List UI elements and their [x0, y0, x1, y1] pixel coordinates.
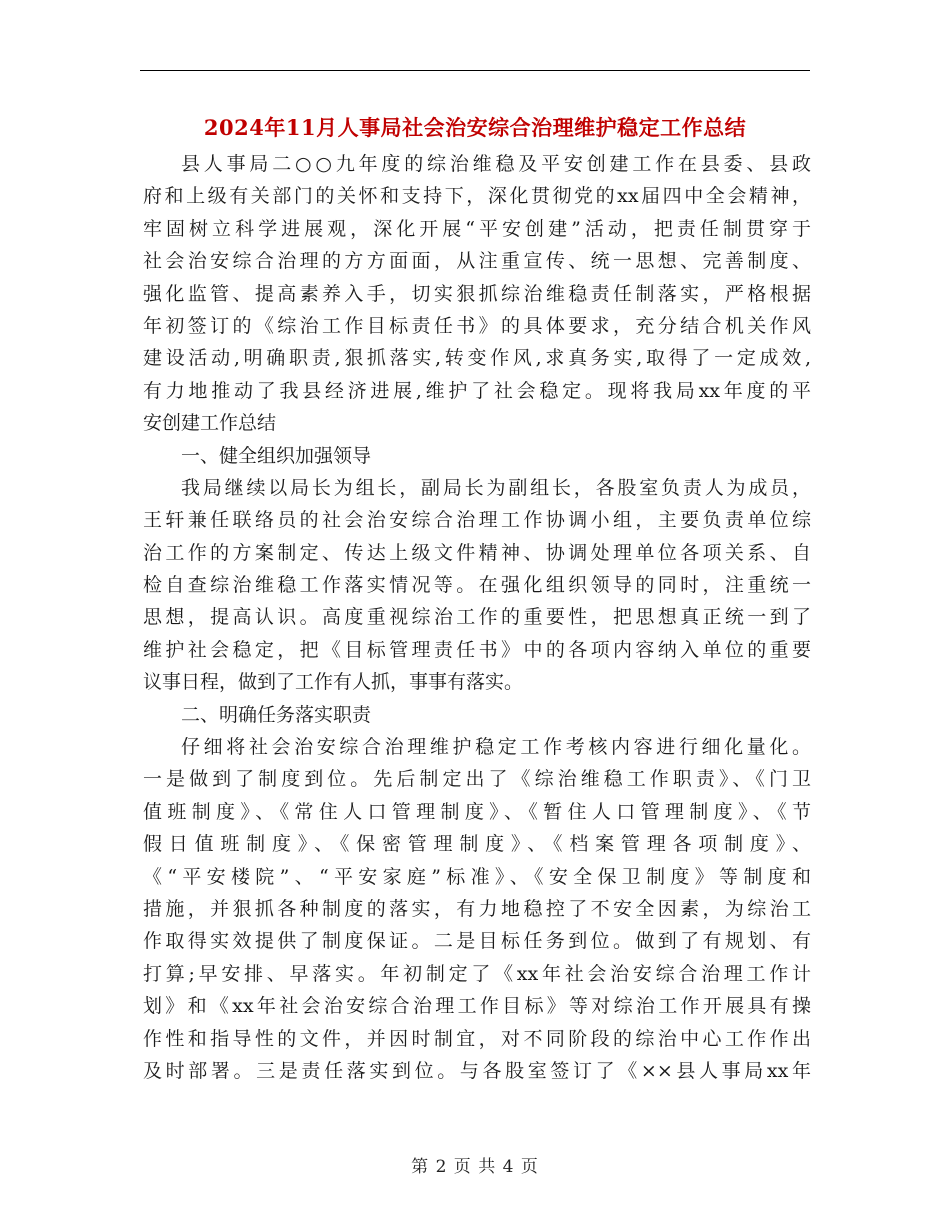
body-line: 《“平安楼院”、“平安家庭”标准》、《安全保卫制度》等制度和	[143, 865, 811, 888]
body-line: 作取得实效提供了制度保证。二是目标任务到位。做到了有规划、有	[143, 930, 811, 953]
body-line: 治工作的方案制定、传达上级文件精神、协调处理单位各项关系、自	[143, 541, 811, 564]
body-line: 社会治安综合治理的方方面面，从注重宣传、统一思想、完善制度、	[143, 250, 811, 273]
body-line: 思想，提高认识。高度重视综治工作的重要性，把思想真正统一到了	[143, 606, 811, 629]
body-line: 打算;早安排、早落实。年初制定了《xx年社会治安综合治理工作计	[143, 962, 811, 985]
body-line: 仔细将社会治安综合治理维护稳定工作考核内容进行细化量化。	[181, 736, 811, 759]
body-line: 县人事局二○○九年度的综治维稳及平安创建工作在县委、县政	[181, 153, 811, 175]
body-line: 及时部署。三是责任落实到位。与各股室签订了《××县人事局xx年	[143, 1059, 811, 1082]
body-line: 建设活动,明确职责,狠抓落实,转变作风,求真务实,取得了一定成效,	[143, 347, 811, 370]
body-line: 措施，并狠抓各种制度的落实，有力地稳控了不安全因素，为综治工	[143, 897, 811, 920]
body-line: 牢固树立科学进展观，深化开展“平安创建”活动，把责任制贯穿于	[143, 217, 811, 240]
body-line: 二、明确任务落实职责	[181, 703, 372, 726]
body-line: 议事日程，做到了工作有人抓，事事有落实。	[143, 671, 524, 694]
body-line: 检自查综治维稳工作落实情况等。在强化组织领导的同时，注重统一	[143, 574, 811, 597]
document-body	[143, 148, 811, 1087]
body-line: 府和上级有关部门的关怀和支持下，深化贯彻党的xx届四中全会精神，	[143, 185, 811, 208]
body-line: 作性和指导性的文件，并因时制宜，对不同阶段的综治中心工作作出	[143, 1027, 811, 1050]
body-line: 一、健全组织加强领导	[181, 444, 372, 467]
body-line: 强化监管、提高素养入手，切实狠抓综治维稳责任制落实，严格根据	[143, 282, 811, 305]
body-line: 值班制度》、《常住人口管理制度》、《暂住人口管理制度》、《节	[143, 800, 811, 823]
body-line: 一是做到了制度到位。先后制定出了《综治维稳工作职责》、《门卫	[143, 768, 811, 791]
body-line: 年初签订的《综治工作目标责任书》的具体要求，充分结合机关作风	[143, 314, 811, 337]
body-line: 维护社会稳定，把《目标管理责任书》中的各项内容纳入单位的重要	[143, 638, 811, 661]
body-line: 有力地推动了我县经济进展,维护了社会稳定。现将我局xx年度的平	[143, 379, 811, 402]
body-line: 安创建工作总结	[143, 412, 277, 435]
body-line: 我局继续以局长为组长，副局长为副组长，各股室负责人为成员，	[181, 476, 811, 499]
header-rule	[140, 70, 810, 71]
page-footer: 第 2 页 共 4 页	[411, 1157, 539, 1177]
document-title: 2024年11月人事局社会治安综合治理维护稳定工作总结	[203, 115, 747, 140]
body-line: 王轩兼任联络员的社会治安综合治理工作协调小组，主要负责单位综	[143, 509, 811, 532]
body-line: 假日值班制度》、《保密管理制度》、《档案管理各项制度》、	[143, 833, 811, 856]
body-line: 划》和《xx年社会治安综合治理工作目标》等对综治工作开展具有操	[143, 995, 811, 1018]
